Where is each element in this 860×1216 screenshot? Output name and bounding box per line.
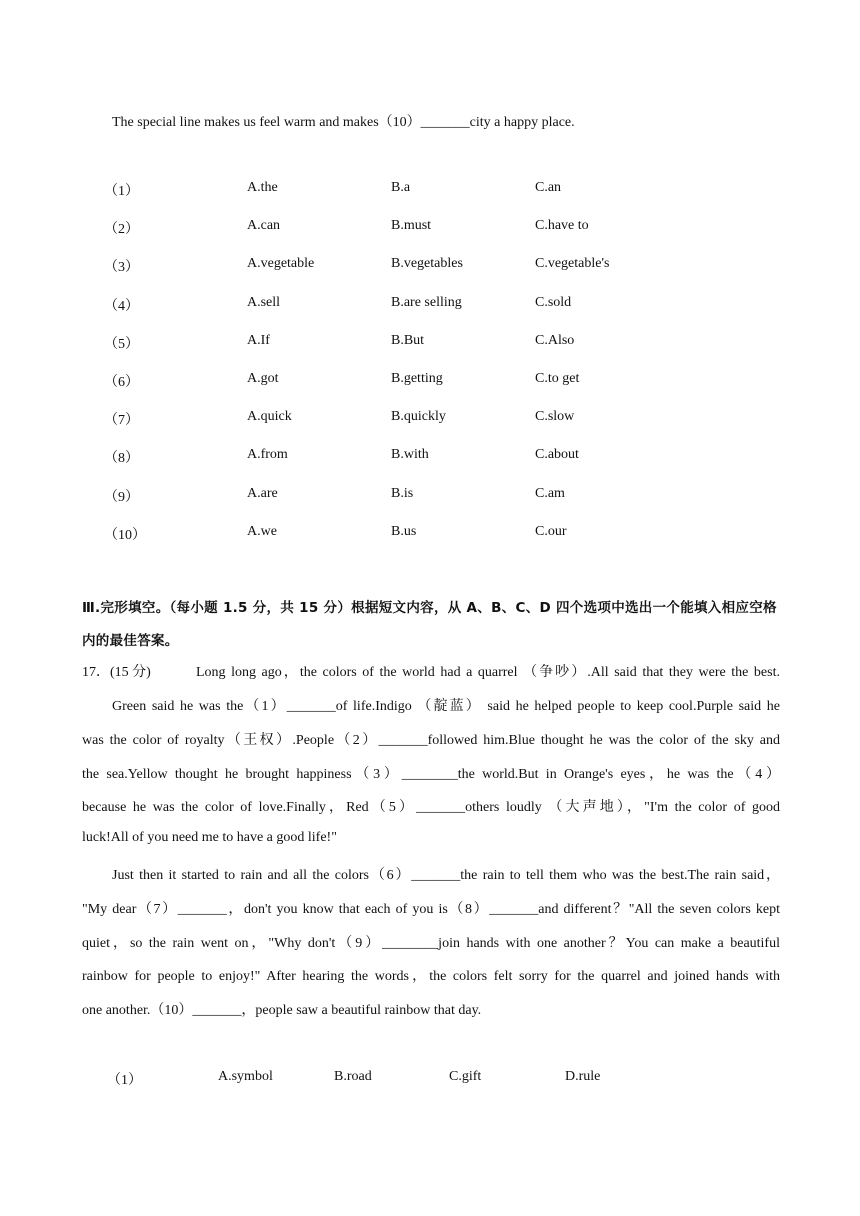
option-c: C.an <box>535 180 562 195</box>
option-a: A.the <box>247 180 278 195</box>
passage-line: the sea.Yellow thought he brought happiness（3）________the world.But in Orange's eyes，he was the（4） <box>82 767 780 782</box>
option-a: A.symbol <box>218 1069 273 1084</box>
option-b: B.must <box>391 218 432 234</box>
option-c: C.about <box>535 447 579 463</box>
option-b: B.But <box>391 332 425 348</box>
option-number: （10） <box>104 527 146 543</box>
option-b: B.a <box>391 180 411 195</box>
option-a: A.got <box>247 370 279 386</box>
reading-intro-line: The special line makes us feel warm and makes（10）_______city a happy place. <box>112 115 575 130</box>
option-a: A.from <box>247 447 288 463</box>
option-number: （3） <box>104 260 139 276</box>
passage-line: quiet，so the rain went on，"Why don't（9）________join hands with one another？You can make a beautiful <box>82 936 780 951</box>
option-a: A.are <box>247 485 278 501</box>
option-b: B.us <box>391 523 417 539</box>
question17-option-row <box>107 1069 707 1089</box>
option-d: D.rule <box>565 1069 601 1084</box>
option-number: （4） <box>104 298 139 314</box>
option-c: C.our <box>535 523 567 539</box>
option-c: C.Also <box>535 332 575 348</box>
passage-line: was the color of royalty（王权）.People（2）_______followed him.Blue thought he was the color of the sky and <box>82 733 780 748</box>
option-a: A.can <box>247 218 281 234</box>
passage-line: Green said he was the（1）_______of life.Indigo （靛蓝） said he helped people to keep cool.Purple said he <box>112 699 780 714</box>
option-b: B.getting <box>391 370 443 386</box>
passage-line: luck!All of you need me to have a good life!" <box>82 830 337 845</box>
option-c: C.vegetable's <box>535 256 610 272</box>
option-number: （1） <box>104 184 139 199</box>
passage-line: "My dear（7）_______，don't you know that each of you is（8）_______and different？"All the seven colors kept <box>82 902 780 917</box>
passage-line: Long long ago，the colors of the world had a quarrel （争吵）.All said that they were the best. <box>196 665 780 680</box>
option-b: B.with <box>391 447 429 463</box>
option-b: B.quickly <box>391 409 446 425</box>
passage-line: rainbow for people to enjoy!" After hearing the words，the colors felt sorry for the quarrel and joined hands with <box>82 969 780 984</box>
section-heading: Ⅲ.完形填空。（每小题 1.5 分，共 15 分）根据短文内容，从 A、B、C、D 四个选项中选出一个能填入相应空格内的最佳答案。 <box>82 600 777 649</box>
option-number: （6） <box>104 374 139 390</box>
option-b: B.is <box>391 485 414 501</box>
option-c: C.sold <box>535 294 572 310</box>
option-a: A.If <box>247 332 270 348</box>
option-a: A.quick <box>247 409 292 425</box>
option-number: （5） <box>104 336 139 352</box>
question-number: 17．(15 分) <box>82 665 151 680</box>
option-number: （7） <box>104 413 139 429</box>
option-number: （1） <box>107 1073 142 1088</box>
passage-line: Just then it started to rain and all the colors（6）_______the rain to tell them who was the best.The rain said， <box>112 868 780 883</box>
option-c: C.slow <box>535 409 575 425</box>
option-number: （9） <box>104 489 139 505</box>
option-b: B.vegetables <box>391 256 463 272</box>
passage-line: because he was the color of love.Finally，Red（5）_______others loudly （大声地），"I'm the color of good <box>82 800 780 815</box>
option-c: C.have to <box>535 218 589 234</box>
option-c: C.gift <box>449 1069 482 1084</box>
option-c: C.am <box>535 485 565 501</box>
option-b: B.road <box>334 1069 372 1084</box>
passage-line: one another.（10）_______，people saw a beautiful rainbow that day. <box>82 1003 482 1018</box>
option-a: A.we <box>247 523 277 539</box>
option-a: A.vegetable <box>247 256 315 272</box>
option-number: （2） <box>104 222 139 238</box>
option-a: A.sell <box>247 294 281 310</box>
option-b: B.are selling <box>391 294 462 310</box>
option-c: C.to get <box>535 370 580 386</box>
option-number: （8） <box>104 451 139 467</box>
